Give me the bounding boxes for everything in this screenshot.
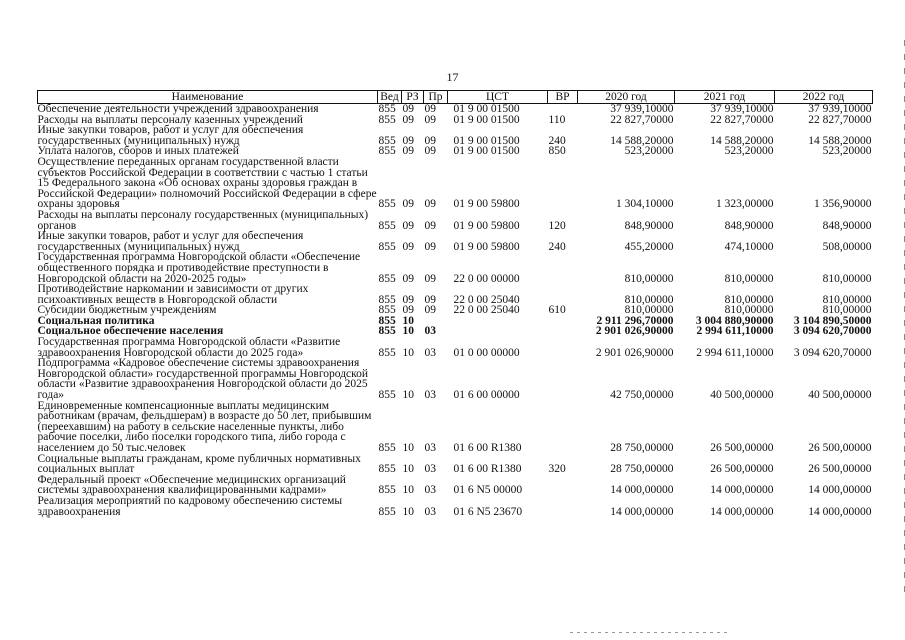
row-amount-2021: 810,00000 [724,304,774,317]
row-name: Иные закупки товаров, работ и услуг для обеспечения государственных (муниципальных) нужд [37,230,304,253]
row-amount-2022: 37 939,10000 [808,103,872,115]
row-name: Социальные выплаты гражданам, кроме публичных нормативных социальных выплат [37,452,361,476]
row-amount-2021: 14 588,20000 [710,134,774,147]
row-cst: 01 9 00 01500 [453,134,520,147]
row-ved: 855 [378,442,396,454]
row-ved: 855 [378,325,396,338]
header-ved: Вед [378,91,402,104]
row-vr [548,316,578,327]
row-vr [548,401,578,454]
row-cst: 01 6 00 R1380 [453,463,522,476]
row-amount-2022: 26 500,00000 [808,442,872,454]
row-vr [548,252,578,284]
row-amount-2020: 22 827,70000 [610,113,674,126]
row-name: Субсидии бюджетным учреждениям [37,304,217,317]
row-cst: 01 9 00 01500 [453,113,520,126]
row-amount-2022: 810,00000 [822,293,872,306]
row-cst: 01 9 00 59800 [453,219,520,232]
row-cst: 22 0 00 25040 [453,304,520,317]
row-rz: 09 [402,103,414,115]
row-name: Единовременные компенсационные выплаты медицинским работникам (врачам, фельдшерам) в возрасте до 50 лет, прибывшим (переехавшим) на работу в сельские населенные пункты, либо рабочие поселки, либо поселки городского типа, либо города с населением до 50 тыс.человек [37,399,372,454]
header-vr: ВР [548,91,578,104]
row-ved: 855 [378,484,396,497]
row-cst: 01 6 N5 00000 [453,484,523,497]
row-pr: 03 [424,389,436,402]
row-amount-2020: 2 901 026,90000 [595,325,674,338]
row-pr: 03 [424,325,436,338]
row-name: Государственная программа Новгородской области «Обеспечение общественного порядка и противодействие преступности в Новгородской области на 2020-2025 годы» [37,251,361,285]
row-amount-2020: 14 000,00000 [610,505,674,518]
row-pr: 09 [424,134,436,147]
row-amount-2021: 3 004 880,90000 [695,314,774,327]
row-amount-2021: 1 323,00000 [716,198,774,211]
row-vr: 110 [548,113,566,126]
row-vr: 120 [548,219,566,232]
header-cst: ЦСТ [448,91,548,104]
row-amount-2022: 523,20000 [822,145,872,158]
row-vr: 240 [548,134,566,147]
row-rz: 09 [402,293,414,306]
scan-bottom-mark [570,632,730,633]
row-pr: 03 [424,505,436,518]
row-amount-2020: 810,00000 [624,304,674,317]
row-amount-2022: 848,90000 [822,219,872,232]
row-vr: 850 [548,145,566,158]
row-amount-2022: 810,00000 [822,272,872,285]
row-name: Противодействие наркомании и зависимости от других психоактивных веществ в Новгородской области [37,283,309,306]
row-vr [548,358,578,400]
row-pr: 09 [424,198,436,211]
row-name: Расходы на выплаты персоналу казенных учреждений [37,113,303,126]
row-cst [448,326,548,337]
row-amount-2021: 40 500,00000 [710,389,774,402]
row-amount-2022: 14 000,00000 [808,484,872,497]
row-pr: 09 [424,103,436,115]
header-2022: 2022 год [775,91,873,104]
row-amount-2021: 848,90000 [724,219,774,232]
row-amount-2020: 2 901 026,90000 [595,346,674,359]
row-amount-2022: 3 104 890,50000 [793,314,872,327]
row-amount-2020: 810,00000 [624,293,674,306]
budget-table [37,90,873,517]
row-rz: 10 [402,505,414,518]
row-rz: 10 [402,463,414,476]
row-cst: 01 6 00 00000 [453,389,520,402]
row-amount-2022: 40 500,00000 [808,389,872,402]
row-amount-2020: 455,20000 [624,240,674,253]
row-amount-2020: 848,90000 [624,219,674,232]
row-vr: 240 [548,240,566,253]
row-amount-2021: 26 500,00000 [710,463,774,476]
row-cst: 01 9 00 59800 [453,240,520,253]
header-pr: Пр [424,91,448,104]
table-row [38,358,873,400]
row-pr: 09 [424,293,436,306]
row-vr [548,475,578,496]
row-amount-2021: 523,20000 [724,145,774,158]
table-body [38,104,873,518]
row-amount-2020: 42 750,00000 [610,389,674,402]
row-ved: 855 [378,389,396,402]
header-2021: 2021 год [675,91,775,104]
row-amount-2021: 22 827,70000 [710,113,774,126]
row-vr: 610 [548,304,566,317]
row-name: Государственная программа Новгородской области «Развитие здравоохранения Новгородской области до 2025 года» [37,336,341,359]
row-pr: 09 [424,219,436,232]
row-ved: 855 [378,272,396,285]
row-amount-2021: 2 994 611,10000 [696,325,774,338]
row-rz: 10 [402,314,414,327]
row-ved: 855 [378,505,396,518]
row-name: Социальное обеспечение населения [37,325,224,338]
row-pr: 03 [424,463,436,476]
row-amount-2022: 1 356,90000 [814,198,872,211]
row-amount-2022: 3 094 620,70000 [793,346,872,359]
table-row [38,475,873,496]
row-ved: 855 [378,219,396,232]
row-rz: 10 [402,325,414,338]
row-amount-2022: 26 500,00000 [808,463,872,476]
row-vr: 320 [548,463,566,476]
row-amount-2020: 523,20000 [624,145,674,158]
row-pr: 09 [424,304,436,317]
row-name: Иные закупки товаров, работ и услуг для обеспечения государственных (муниципальных) нужд [37,124,304,147]
row-rz: 09 [402,219,414,232]
table-row [38,337,873,358]
row-amount-2022: 508,00000 [822,240,872,253]
row-name: Расходы на выплаты персоналу государственных (муниципальных) органов [37,208,369,232]
row-cst: 01 0 00 00000 [453,346,520,359]
row-rz: 10 [402,346,414,359]
row-name: Социальная политика [37,314,155,327]
table-row [38,231,873,252]
row-name: Обеспечение деятельности учреждений здравоохранения [37,103,319,115]
row-cst: 01 6 N5 23670 [453,505,523,518]
row-ved: 855 [378,463,396,476]
row-amount-2021: 810,00000 [724,293,774,306]
row-name: Подпрограмма «Кадровое обеспечение системы здравоохранения Новгородской области» государственной программы Новгородской области «Развитие здравоохранения Новгородской области до 2025 года» [37,357,369,402]
row-rz: 10 [402,389,414,402]
row-amount-2021: 2 994 611,10000 [696,346,774,359]
row-ved: 855 [378,134,396,147]
row-amount-2021: 14 000,00000 [710,505,774,518]
row-amount-2022: 3 094 620,70000 [793,325,872,338]
row-ved: 855 [378,314,396,327]
table-row [38,104,873,115]
row-ved: 855 [378,240,396,253]
row-amount-2022: 14 000,00000 [808,505,872,518]
row-amount-2020: 1 304,10000 [616,198,674,211]
row-rz: 09 [402,240,414,253]
row-amount-2021: 26 500,00000 [710,442,774,454]
table-row [38,454,873,475]
row-ved: 855 [378,103,396,115]
row-rz: 09 [402,272,414,285]
row-vr [548,104,578,115]
row-rz: 09 [402,145,414,158]
row-amount-2020: 14 588,20000 [610,134,674,147]
row-cst: 01 9 00 59800 [453,198,520,211]
row-ved: 855 [378,198,396,211]
row-pr: 03 [424,442,436,454]
row-ved: 855 [378,293,396,306]
row-pr: 03 [424,484,436,497]
row-pr: 09 [424,272,436,285]
table-header-row [38,91,873,104]
row-cst: 01 9 00 01500 [453,145,520,158]
row-ved: 855 [378,145,396,158]
row-amount-2021: 474,10000 [724,240,774,253]
row-amount-2020: 28 750,00000 [610,442,674,454]
table-row [38,157,873,210]
row-pr: 09 [424,145,436,158]
row-rz: 09 [402,134,414,147]
row-amount-2021: 37 939,10000 [710,103,774,115]
row-cst: 22 0 00 00000 [453,272,520,285]
row-amount-2022: 810,00000 [822,304,872,317]
row-amount-2022: 14 588,20000 [808,134,872,147]
row-vr [548,326,578,337]
row-amount-2020: 2 911 296,70000 [596,314,674,327]
row-pr: 03 [424,346,436,359]
table-row [38,210,873,231]
row-cst: 01 9 00 01500 [453,103,520,115]
row-cst [448,316,548,327]
table-row [38,496,873,517]
row-name: Реализация мероприятий по кадровому обеспечению системы здравоохранения [37,494,343,518]
row-vr [548,284,578,305]
row-vr [548,157,578,210]
row-vr [548,496,578,517]
row-rz: 09 [402,198,414,211]
header-2020: 2020 год [578,91,675,104]
row-rz: 10 [402,484,414,497]
table-row [38,252,873,284]
table-row [38,284,873,305]
header-name: Наименование [38,91,378,104]
row-ved: 855 [378,346,396,359]
row-amount-2020: 14 000,00000 [610,484,674,497]
row-rz: 10 [402,442,414,454]
page-number: 17 [446,70,459,84]
row-amount-2020: 28 750,00000 [610,463,674,476]
row-ved: 855 [378,304,396,317]
row-cst: 01 6 00 R1380 [453,442,522,454]
row-pr: 09 [424,240,436,253]
row-vr [548,337,578,358]
row-rz: 09 [402,113,414,126]
row-amount-2020: 810,00000 [624,272,674,285]
row-amount-2020: 37 939,10000 [610,103,674,115]
table-row [38,401,873,454]
row-cst: 22 0 00 25040 [453,293,520,306]
row-rz: 09 [402,304,414,317]
header-rz: РЗ [402,91,424,104]
row-name: Уплата налогов, сборов и иных платежей [37,145,239,158]
row-amount-2022: 22 827,70000 [808,113,872,126]
table-row [38,125,873,146]
row-pr: 09 [424,113,436,126]
row-amount-2021: 14 000,00000 [710,484,774,497]
row-name: Федеральный проект «Обеспечение медицинских организаций системы здравоохранения квалифицированными кадрами» [37,473,346,497]
row-name: Осуществление переданных органам государственной власти субъектов Российской Федерации в соответствии с частью 1 статьи 15 Федерального закона «Об основах охраны здоровья граждан в Российской Федерации» полномочий Российской Федерации в сфере охраны здоровья [37,155,377,211]
row-ved: 855 [378,113,396,126]
row-amount-2021: 810,00000 [724,272,774,285]
